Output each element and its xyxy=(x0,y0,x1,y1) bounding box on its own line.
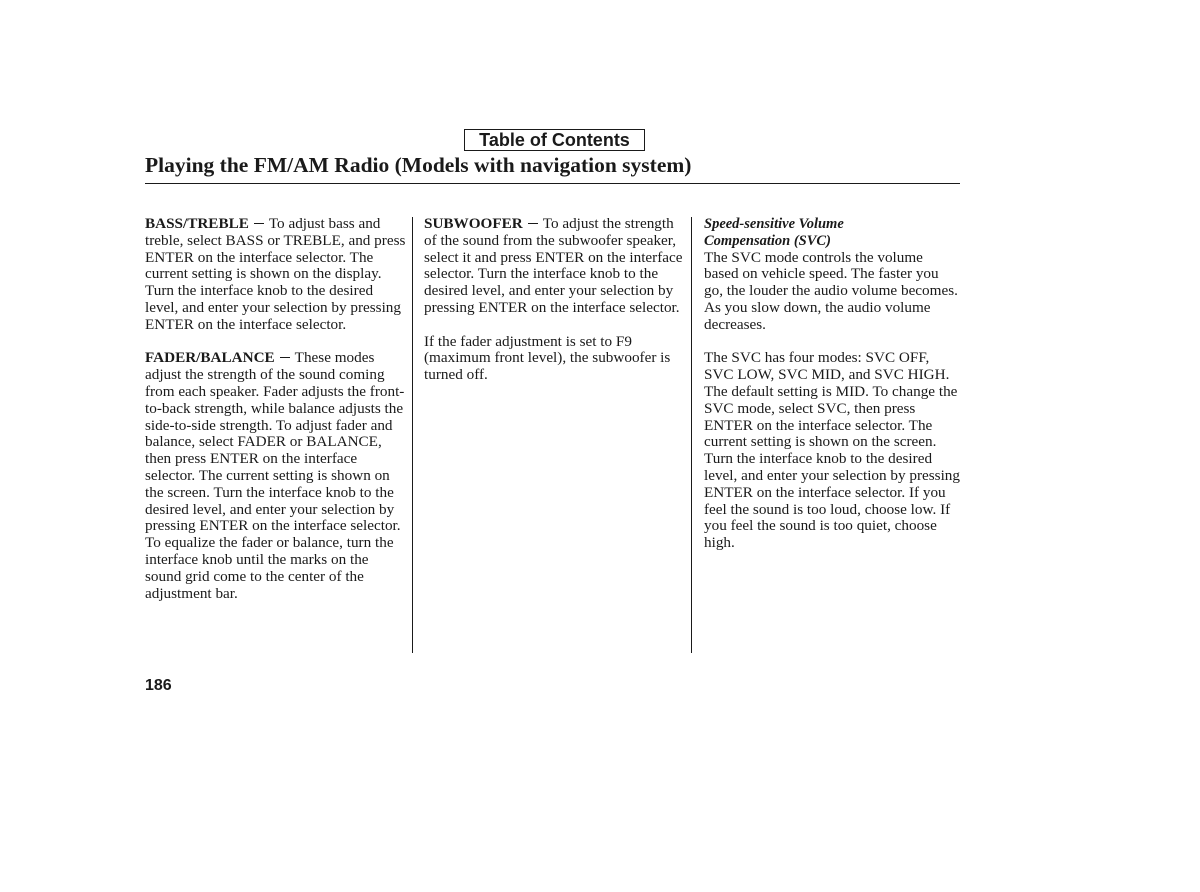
column-divider xyxy=(412,217,413,653)
subwoofer-paragraph xyxy=(424,216,686,317)
column-divider xyxy=(691,217,692,653)
subwoofer-text: To adjust the strength of the sound from the subwoofer speaker, select it and press ENTER on the interface selector. Turn the interface knob to the desired level, and enter your selection by pressing ENTER on the interface selector. xyxy=(424,215,683,316)
fader-balance-term: FADER/BALANCE xyxy=(145,349,275,367)
page-title: Playing the FM/AM Radio (Models with navigation system) xyxy=(145,153,692,177)
title-underline xyxy=(145,183,960,184)
em-dash xyxy=(280,357,290,358)
bass-treble-term: BASS/TREBLE xyxy=(145,215,249,232)
fader-balance-paragraph xyxy=(145,350,407,602)
bass-treble-text: To adjust bass and treble, select BASS or TREBLE, and press ENTER on the interface selector. The current setting is shown on the display. Turn the interface knob to the desired level, and enter your selection by pressing ENTER on the interface selector. xyxy=(145,215,406,333)
column-2 xyxy=(424,216,686,401)
page-number: 186 xyxy=(145,677,172,694)
fader-balance-text: These modes adjust the strength of the sound coming from each speaker. Fader adjusts the front-to-back strength, while balance adjusts the side-to-side strength. To adjust fader and balance, select FADER or BALANCE, then press ENTER on the interface selector. The current setting is shown on the screen. Turn the interface knob to the desired level, and enter your selection by pressing ENTER on the interface selector. To equalize the fader or balance, turn the interface knob until the marks on the sound grid come to the center of the adjustment bar. xyxy=(145,349,405,602)
subwoofer-term: SUBWOOFER xyxy=(424,215,523,232)
svc-modes-paragraph: The SVC has four modes: SVC OFF, SVC LOW, SVC MID, and SVC HIGH. The default setting is MID. To change the SVC mode, select SVC, then press ENTER on the interface selector. The current setting is shown on the screen. Turn the interface knob to the desired level, and enter your selection by pressing ENTER on the interface selector. If you feel the sound is too loud, choose low. If you feel the sound is too quiet, choose high. xyxy=(704,349,960,552)
svc-heading-line-2: Compensation (SVC) xyxy=(704,232,831,249)
table-of-contents-button[interactable]: Table of Contents xyxy=(464,129,645,151)
fader-note-paragraph: If the fader adjustment is set to F9 (maximum front level), the subwoofer is turned off. xyxy=(424,332,671,384)
em-dash xyxy=(528,223,538,224)
svc-heading xyxy=(704,216,960,250)
svc-heading-line-1: Speed-sensitive Volume xyxy=(704,216,844,232)
column-1 xyxy=(145,216,407,619)
svc-intro-paragraph: The SVC mode controls the volume based on vehicle speed. The faster you go, the louder the audio volume becomes. As you slow down, the audio volume decreases. xyxy=(704,248,958,333)
em-dash xyxy=(254,223,264,224)
bass-treble-paragraph xyxy=(145,216,407,334)
column-3 xyxy=(704,216,960,569)
